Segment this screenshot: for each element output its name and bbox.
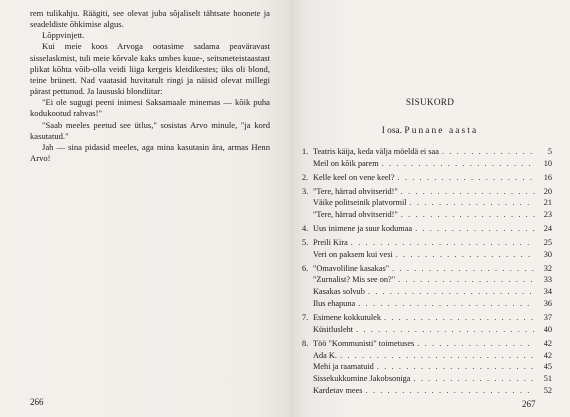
toc-entry <box>302 373 552 385</box>
right-page-number: 267 <box>522 399 536 409</box>
toc-entry-number: 1. <box>302 147 309 156</box>
toc-entry-number: 4. <box>302 224 309 234</box>
toc-entry-page: 24 <box>543 224 552 234</box>
toc-entry-title: "Tere, härrad ohvitserid!" <box>313 186 398 196</box>
toc-entry-page: 45 <box>543 362 552 372</box>
toc-dot-leader <box>356 324 535 336</box>
toc-entry-title: "Zurnalist? Mis see on?" <box>313 275 396 285</box>
toc-entry-number: 3. <box>302 186 309 196</box>
toc-entry-title: Ada K. <box>313 350 337 360</box>
right-page <box>290 0 570 417</box>
part-label: I osa. <box>381 126 403 136</box>
toc-dot-leader <box>340 350 535 362</box>
toc-entry-title: "Omavoliline kasakas" <box>313 263 390 273</box>
toc-entry-page: 40 <box>543 324 552 334</box>
toc-entry-number: 5. <box>302 237 309 247</box>
toc-dot-leader <box>415 223 535 235</box>
toc-dot-leader <box>401 186 535 198</box>
paragraph-2: Lõppvinjett. <box>42 30 85 41</box>
toc-entry-page: 51 <box>543 374 552 384</box>
toc-dot-leader <box>417 338 535 350</box>
toc-entry <box>302 146 552 158</box>
toc-entry-title: Küsitlusleht <box>313 324 354 334</box>
toc-entry <box>302 237 552 249</box>
toc-entry <box>302 249 552 261</box>
toc-entry-title: Ilus ehapuna <box>313 299 356 309</box>
toc-entry-title: Meil on kõik parem <box>313 158 379 168</box>
toc-entry <box>302 223 552 235</box>
toc-entry-title: Kardetav mees <box>313 386 363 396</box>
toc-entry-page: 36 <box>543 299 552 309</box>
toc-dot-leader <box>396 249 535 261</box>
toc-entry-page: 21 <box>543 198 552 208</box>
toc-entry <box>302 172 552 184</box>
part-title <box>290 126 570 136</box>
toc-entry-title: Mehi ja raamatuid <box>313 362 374 372</box>
toc-entry-page: 5 <box>547 147 552 156</box>
toc-entry-title: "Tere, härrad ohvitserid!" <box>313 210 398 220</box>
toc-entry-title: Kasakas solvub <box>313 287 365 297</box>
paragraph-3: Kui meie koos Arvoga ootasime sadama peaväravast sisselaskmist, tuli meie kõrvale kaks umbes kuue-, seitsmeteistaastast plikat kõhta võib-olla veidi liiga kergeis kleidikestes; üks oli blond, teine brünett. Nad vaatasid huvitatult ringi ja näisid olevat millegi pärast pettunud. Ja laususki blondiitar: <box>30 41 270 97</box>
toc-entry-page: 20 <box>543 186 552 196</box>
toc-dot-leader <box>442 146 535 158</box>
paragraph-4: "Ei ole sugugi peeni inimesi Saksamaale minemas — kõik puha kodukootud rahvas!" <box>30 97 270 119</box>
toc-dot-leader <box>366 385 535 397</box>
paragraph-1: rem tulikahju. Räägiti, see olevat juba sõjaliselt tähtsate hoonete ja seadeldiste õhkimise algus. <box>30 8 270 30</box>
toc-entry-title: Töö "Kommunisti" toimetuses <box>313 338 415 348</box>
toc-entry-title: Veri on paksem kui vesi <box>313 249 393 259</box>
toc-entry-page: 34 <box>543 287 552 297</box>
toc-entry-page: 52 <box>543 386 552 396</box>
toc-entry-page: 42 <box>543 338 552 348</box>
toc-entry <box>302 350 552 362</box>
toc-dot-leader <box>410 197 535 209</box>
toc-entry-page: 30 <box>543 249 552 259</box>
toc-entry-page: 42 <box>543 350 552 360</box>
toc-dot-leader <box>358 298 535 310</box>
toc-entry <box>302 158 552 170</box>
left-page-number: 266 <box>30 397 44 407</box>
toc-dot-leader <box>413 373 535 385</box>
toc-entry-page: 33 <box>543 275 552 285</box>
toc-dot-leader <box>368 286 535 298</box>
toc-dot-leader <box>384 312 535 324</box>
toc-dot-leader <box>398 274 535 286</box>
toc-entry-page: 23 <box>543 210 552 220</box>
toc-entry-page: 37 <box>543 312 552 322</box>
toc-entry <box>302 209 552 221</box>
toc-entry-title: Sissekukkumine Jakobsoniga <box>313 374 411 384</box>
part-name: Punane aasta <box>404 126 479 136</box>
toc-entry-number: 7. <box>302 312 309 322</box>
toc-dot-leader <box>377 361 535 373</box>
left-page-text <box>30 8 270 164</box>
toc-entry-title: Preili Kira <box>313 237 348 247</box>
toc-entry <box>302 298 552 310</box>
toc-entry-page: 16 <box>543 172 552 182</box>
toc-entry-page: 25 <box>543 237 552 247</box>
table-of-contents <box>302 146 552 397</box>
toc-dot-leader <box>398 172 535 184</box>
toc-entry <box>302 312 552 324</box>
toc-entry <box>302 286 552 298</box>
toc-dot-leader <box>382 158 535 170</box>
toc-entry <box>302 274 552 286</box>
toc-entry <box>302 197 552 209</box>
toc-entry-title: Kelle keel on vene keel? <box>313 172 395 182</box>
toc-entry-number: 2. <box>302 172 309 182</box>
paragraph-6: Jah — sina pidasid meeles, aga mina kasutasin ära, armas Henn Arvo! <box>30 141 270 164</box>
toc-entry <box>302 324 552 336</box>
toc-entry-title: Uus inimene ja suur kodumaa <box>313 224 413 234</box>
toc-entry-page: 10 <box>543 158 552 168</box>
toc-entry-title: Esimene kokkutulek <box>313 312 381 322</box>
toc-entry-number: 6. <box>302 263 309 273</box>
toc-entry-title: Väike politseinik platvormil <box>313 198 407 208</box>
toc-entry-page: 32 <box>543 263 552 273</box>
toc-heading: SISUKORD <box>405 97 455 107</box>
paragraph-5: "Saab meeles peetud see ütlus," sosistas Arvo minule, "ja kord kasutatud." <box>30 119 270 141</box>
toc-dot-leader <box>392 263 535 275</box>
toc-entry <box>302 263 552 275</box>
toc-entry <box>302 186 552 198</box>
toc-dot-leader <box>351 237 535 249</box>
toc-entry-number: 8. <box>302 338 309 348</box>
toc-entry <box>302 338 552 350</box>
toc-entry-title: Teatris käija, keda välja möeldä ei saa <box>313 147 439 156</box>
toc-entry <box>302 361 552 373</box>
toc-dot-leader <box>401 209 535 221</box>
toc-entry <box>302 385 552 397</box>
